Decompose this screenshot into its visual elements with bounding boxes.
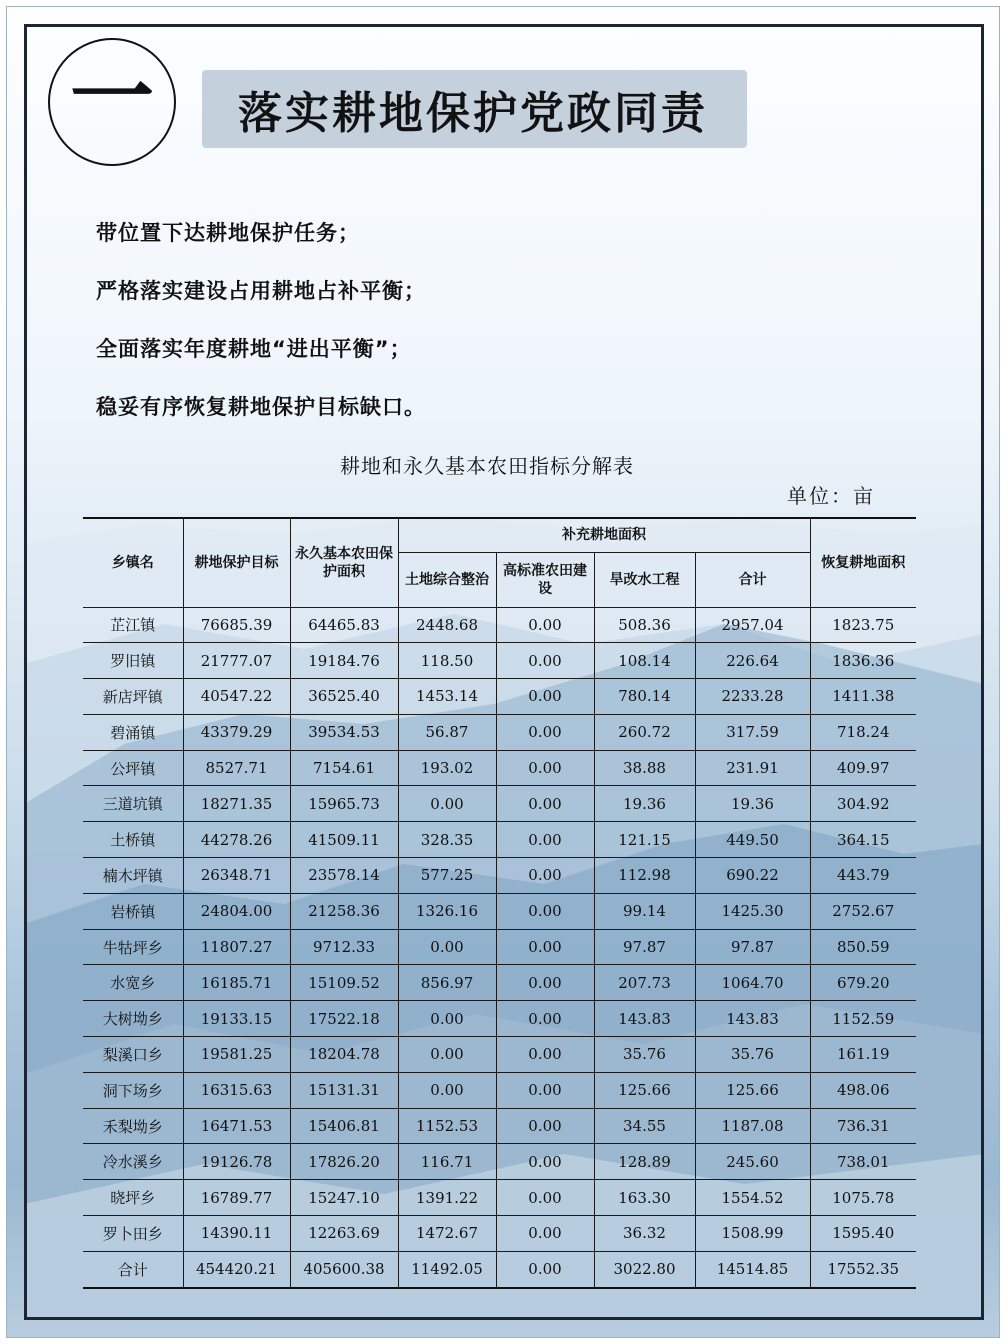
table-row bbox=[83, 607, 916, 643]
section-title: 落实耕地保护党政同责 bbox=[238, 88, 708, 139]
cell-subtotal: 35.76 bbox=[695, 1037, 810, 1073]
cell-subtotal: 1554.52 bbox=[695, 1180, 810, 1216]
cell-hs-farmland: 0.00 bbox=[496, 750, 594, 786]
cell-town: 冷水溪乡 bbox=[83, 1144, 183, 1180]
cell-permanent-area: 15406.81 bbox=[290, 1108, 398, 1144]
cell-permanent-area: 19184.76 bbox=[290, 643, 398, 679]
header-dry-to-paddy: 旱改水工程 bbox=[594, 552, 695, 607]
cell-permanent-area: 41509.11 bbox=[290, 822, 398, 858]
statement-item: 带位置下达耕地保护任务； bbox=[96, 221, 360, 245]
cell-subtotal: 1425.30 bbox=[695, 893, 810, 929]
cell-permanent-area: 23578.14 bbox=[290, 858, 398, 894]
cell-hs-farmland: 0.00 bbox=[496, 1001, 594, 1037]
cell-land-renovation: 1453.14 bbox=[398, 679, 496, 715]
cell-land-renovation: 56.87 bbox=[398, 714, 496, 750]
cell-town: 碧涌镇 bbox=[83, 714, 183, 750]
cell-protect-target: 44278.26 bbox=[183, 822, 290, 858]
cell-town: 洞下场乡 bbox=[83, 1072, 183, 1108]
cell-restore-area: 2752.67 bbox=[810, 893, 916, 929]
cell-restore-area: 1836.36 bbox=[810, 643, 916, 679]
header-protect-target: 耕地保护目标 bbox=[183, 518, 290, 607]
cell-protect-target: 19133.15 bbox=[183, 1001, 290, 1037]
cell-protect-target: 21777.07 bbox=[183, 643, 290, 679]
cell-land-renovation: 0.00 bbox=[398, 1037, 496, 1073]
cell-subtotal: 125.66 bbox=[695, 1072, 810, 1108]
cell-restore-area: 736.31 bbox=[810, 1108, 916, 1144]
cell-town: 禾梨坳乡 bbox=[83, 1108, 183, 1144]
table-row bbox=[83, 929, 916, 965]
cell-land-renovation: 0.00 bbox=[398, 1072, 496, 1108]
cell-town: 水宽乡 bbox=[83, 965, 183, 1001]
statement-item: 严格落实建设占用耕地占补平衡； bbox=[96, 279, 426, 303]
table-row bbox=[83, 893, 916, 929]
cell-restore-area: 1075.78 bbox=[810, 1180, 916, 1216]
cell-subtotal: 690.22 bbox=[695, 858, 810, 894]
section-title-box bbox=[202, 70, 747, 148]
cell-permanent-area: 405600.38 bbox=[290, 1251, 398, 1287]
statement-list bbox=[96, 214, 426, 446]
cell-dry-to-paddy: 112.98 bbox=[594, 858, 695, 894]
cell-permanent-area: 7154.61 bbox=[290, 750, 398, 786]
cell-subtotal: 19.36 bbox=[695, 786, 810, 822]
statement-item: 稳妥有序恢复耕地保护目标缺口。 bbox=[96, 395, 426, 419]
cell-restore-area: 364.15 bbox=[810, 822, 916, 858]
cell-protect-target: 454420.21 bbox=[183, 1251, 290, 1287]
cell-restore-area: 498.06 bbox=[810, 1072, 916, 1108]
cell-dry-to-paddy: 780.14 bbox=[594, 679, 695, 715]
table-row bbox=[83, 786, 916, 822]
cell-dry-to-paddy: 38.88 bbox=[594, 750, 695, 786]
cell-permanent-area: 15965.73 bbox=[290, 786, 398, 822]
cell-restore-area: 1152.59 bbox=[810, 1001, 916, 1037]
cell-dry-to-paddy: 508.36 bbox=[594, 607, 695, 643]
cell-subtotal: 226.64 bbox=[695, 643, 810, 679]
cell-protect-target: 16185.71 bbox=[183, 965, 290, 1001]
header-land-renovation: 土地综合整治 bbox=[398, 552, 496, 607]
table-row bbox=[83, 858, 916, 894]
table-unit: 单位：亩 bbox=[787, 484, 875, 508]
section-number-badge bbox=[48, 38, 176, 166]
cell-restore-area: 718.24 bbox=[810, 714, 916, 750]
table-row bbox=[83, 965, 916, 1001]
cell-land-renovation: 0.00 bbox=[398, 1001, 496, 1037]
cell-land-renovation: 11492.05 bbox=[398, 1251, 496, 1287]
cell-protect-target: 8527.71 bbox=[183, 750, 290, 786]
cell-land-renovation: 577.25 bbox=[398, 858, 496, 894]
farmland-index-table bbox=[83, 517, 916, 1289]
cell-hs-farmland: 0.00 bbox=[496, 1216, 594, 1252]
cell-protect-target: 11807.27 bbox=[183, 929, 290, 965]
cell-permanent-area: 21258.36 bbox=[290, 893, 398, 929]
cell-town: 岩桥镇 bbox=[83, 893, 183, 929]
cell-subtotal: 1064.70 bbox=[695, 965, 810, 1001]
cell-hs-farmland: 0.00 bbox=[496, 858, 594, 894]
cell-town: 罗卜田乡 bbox=[83, 1216, 183, 1252]
cell-dry-to-paddy: 99.14 bbox=[594, 893, 695, 929]
cell-protect-target: 40547.22 bbox=[183, 679, 290, 715]
cell-town: 罗旧镇 bbox=[83, 643, 183, 679]
cell-subtotal: 2957.04 bbox=[695, 607, 810, 643]
cell-subtotal: 1187.08 bbox=[695, 1108, 810, 1144]
cell-protect-target: 18271.35 bbox=[183, 786, 290, 822]
cell-land-renovation: 0.00 bbox=[398, 929, 496, 965]
header-permanent-area: 永久基本农田保护面积 bbox=[290, 518, 398, 607]
statement-item: 全面落实年度耕地“进出平衡”； bbox=[96, 337, 412, 361]
cell-subtotal: 231.91 bbox=[695, 750, 810, 786]
cell-hs-farmland: 0.00 bbox=[496, 643, 594, 679]
cell-subtotal: 449.50 bbox=[695, 822, 810, 858]
header-town: 乡镇名 bbox=[83, 518, 183, 607]
cell-permanent-area: 9712.33 bbox=[290, 929, 398, 965]
cell-town: 梨溪口乡 bbox=[83, 1037, 183, 1073]
section-number: 一 bbox=[69, 48, 154, 146]
cell-hs-farmland: 0.00 bbox=[496, 786, 594, 822]
cell-protect-target: 16789.77 bbox=[183, 1180, 290, 1216]
cell-protect-target: 19126.78 bbox=[183, 1144, 290, 1180]
cell-town: 新店坪镇 bbox=[83, 679, 183, 715]
table-total-row bbox=[83, 1251, 916, 1287]
cell-restore-area: 161.19 bbox=[810, 1037, 916, 1073]
cell-protect-target: 43379.29 bbox=[183, 714, 290, 750]
cell-land-renovation: 1326.16 bbox=[398, 893, 496, 929]
cell-dry-to-paddy: 125.66 bbox=[594, 1072, 695, 1108]
cell-permanent-area: 17522.18 bbox=[290, 1001, 398, 1037]
cell-subtotal: 97.87 bbox=[695, 929, 810, 965]
header-restore-area: 恢复耕地面积 bbox=[810, 518, 916, 607]
cell-protect-target: 24804.00 bbox=[183, 893, 290, 929]
cell-dry-to-paddy: 207.73 bbox=[594, 965, 695, 1001]
cell-dry-to-paddy: 163.30 bbox=[594, 1180, 695, 1216]
cell-permanent-area: 15109.52 bbox=[290, 965, 398, 1001]
cell-dry-to-paddy: 121.15 bbox=[594, 822, 695, 858]
cell-restore-area: 443.79 bbox=[810, 858, 916, 894]
cell-town: 三道坑镇 bbox=[83, 786, 183, 822]
cell-restore-area: 409.97 bbox=[810, 750, 916, 786]
cell-protect-target: 14390.11 bbox=[183, 1216, 290, 1252]
cell-hs-farmland: 0.00 bbox=[496, 1180, 594, 1216]
table-row bbox=[83, 1216, 916, 1252]
cell-town: 晓坪乡 bbox=[83, 1180, 183, 1216]
cell-hs-farmland: 0.00 bbox=[496, 893, 594, 929]
table-row bbox=[83, 750, 916, 786]
cell-hs-farmland: 0.00 bbox=[496, 714, 594, 750]
cell-protect-target: 16471.53 bbox=[183, 1108, 290, 1144]
cell-land-renovation: 856.97 bbox=[398, 965, 496, 1001]
cell-protect-target: 76685.39 bbox=[183, 607, 290, 643]
cell-subtotal: 143.83 bbox=[695, 1001, 810, 1037]
cell-restore-area: 17552.35 bbox=[810, 1251, 916, 1287]
cell-dry-to-paddy: 34.55 bbox=[594, 1108, 695, 1144]
cell-permanent-area: 17826.20 bbox=[290, 1144, 398, 1180]
cell-permanent-area: 12263.69 bbox=[290, 1216, 398, 1252]
cell-hs-farmland: 0.00 bbox=[496, 965, 594, 1001]
cell-hs-farmland: 0.00 bbox=[496, 1108, 594, 1144]
cell-land-renovation: 0.00 bbox=[398, 786, 496, 822]
table-row bbox=[83, 822, 916, 858]
cell-land-renovation: 1472.67 bbox=[398, 1216, 496, 1252]
cell-subtotal: 2233.28 bbox=[695, 679, 810, 715]
cell-dry-to-paddy: 3022.80 bbox=[594, 1251, 695, 1287]
cell-protect-target: 19581.25 bbox=[183, 1037, 290, 1073]
table-row bbox=[83, 1180, 916, 1216]
cell-land-renovation: 1391.22 bbox=[398, 1180, 496, 1216]
cell-town: 土桥镇 bbox=[83, 822, 183, 858]
cell-dry-to-paddy: 35.76 bbox=[594, 1037, 695, 1073]
cell-hs-farmland: 0.00 bbox=[496, 1037, 594, 1073]
cell-restore-area: 1823.75 bbox=[810, 607, 916, 643]
table-title: 耕地和永久基本农田指标分解表 bbox=[340, 454, 634, 478]
cell-protect-target: 16315.63 bbox=[183, 1072, 290, 1108]
cell-dry-to-paddy: 97.87 bbox=[594, 929, 695, 965]
cell-permanent-area: 64465.83 bbox=[290, 607, 398, 643]
cell-town: 牛牯坪乡 bbox=[83, 929, 183, 965]
cell-dry-to-paddy: 36.32 bbox=[594, 1216, 695, 1252]
cell-permanent-area: 15247.10 bbox=[290, 1180, 398, 1216]
cell-subtotal: 14514.85 bbox=[695, 1251, 810, 1287]
cell-town: 合计 bbox=[83, 1251, 183, 1287]
cell-town: 大树坳乡 bbox=[83, 1001, 183, 1037]
cell-subtotal: 1508.99 bbox=[695, 1216, 810, 1252]
cell-land-renovation: 1152.53 bbox=[398, 1108, 496, 1144]
cell-dry-to-paddy: 19.36 bbox=[594, 786, 695, 822]
cell-dry-to-paddy: 260.72 bbox=[594, 714, 695, 750]
table-row bbox=[83, 714, 916, 750]
cell-restore-area: 679.20 bbox=[810, 965, 916, 1001]
header-hs-farmland: 高标准农田建设 bbox=[496, 552, 594, 607]
cell-hs-farmland: 0.00 bbox=[496, 929, 594, 965]
cell-permanent-area: 18204.78 bbox=[290, 1037, 398, 1073]
cell-town: 楠木坪镇 bbox=[83, 858, 183, 894]
table-row bbox=[83, 1072, 916, 1108]
table-row bbox=[83, 1144, 916, 1180]
table-row bbox=[83, 643, 916, 679]
cell-land-renovation: 118.50 bbox=[398, 643, 496, 679]
cell-restore-area: 304.92 bbox=[810, 786, 916, 822]
table-row bbox=[83, 1108, 916, 1144]
table-row bbox=[83, 1001, 916, 1037]
table-row bbox=[83, 679, 916, 715]
cell-permanent-area: 15131.31 bbox=[290, 1072, 398, 1108]
cell-town: 公坪镇 bbox=[83, 750, 183, 786]
cell-hs-farmland: 0.00 bbox=[496, 1072, 594, 1108]
cell-hs-farmland: 0.00 bbox=[496, 607, 594, 643]
cell-restore-area: 850.59 bbox=[810, 929, 916, 965]
cell-hs-farmland: 0.00 bbox=[496, 822, 594, 858]
cell-restore-area: 1411.38 bbox=[810, 679, 916, 715]
cell-town: 芷江镇 bbox=[83, 607, 183, 643]
cell-dry-to-paddy: 108.14 bbox=[594, 643, 695, 679]
cell-subtotal: 245.60 bbox=[695, 1144, 810, 1180]
header-subtotal: 合计 bbox=[695, 552, 810, 607]
cell-protect-target: 26348.71 bbox=[183, 858, 290, 894]
table-body bbox=[83, 607, 916, 1288]
cell-permanent-area: 36525.40 bbox=[290, 679, 398, 715]
cell-subtotal: 317.59 bbox=[695, 714, 810, 750]
cell-restore-area: 738.01 bbox=[810, 1144, 916, 1180]
cell-hs-farmland: 0.00 bbox=[496, 679, 594, 715]
header-supplement-group: 补充耕地面积 bbox=[398, 518, 810, 552]
cell-restore-area: 1595.40 bbox=[810, 1216, 916, 1252]
cell-dry-to-paddy: 143.83 bbox=[594, 1001, 695, 1037]
cell-land-renovation: 193.02 bbox=[398, 750, 496, 786]
cell-hs-farmland: 0.00 bbox=[496, 1251, 594, 1287]
cell-land-renovation: 116.71 bbox=[398, 1144, 496, 1180]
table-row bbox=[83, 1037, 916, 1073]
cell-land-renovation: 2448.68 bbox=[398, 607, 496, 643]
cell-permanent-area: 39534.53 bbox=[290, 714, 398, 750]
cell-land-renovation: 328.35 bbox=[398, 822, 496, 858]
cell-hs-farmland: 0.00 bbox=[496, 1144, 594, 1180]
cell-dry-to-paddy: 128.89 bbox=[594, 1144, 695, 1180]
